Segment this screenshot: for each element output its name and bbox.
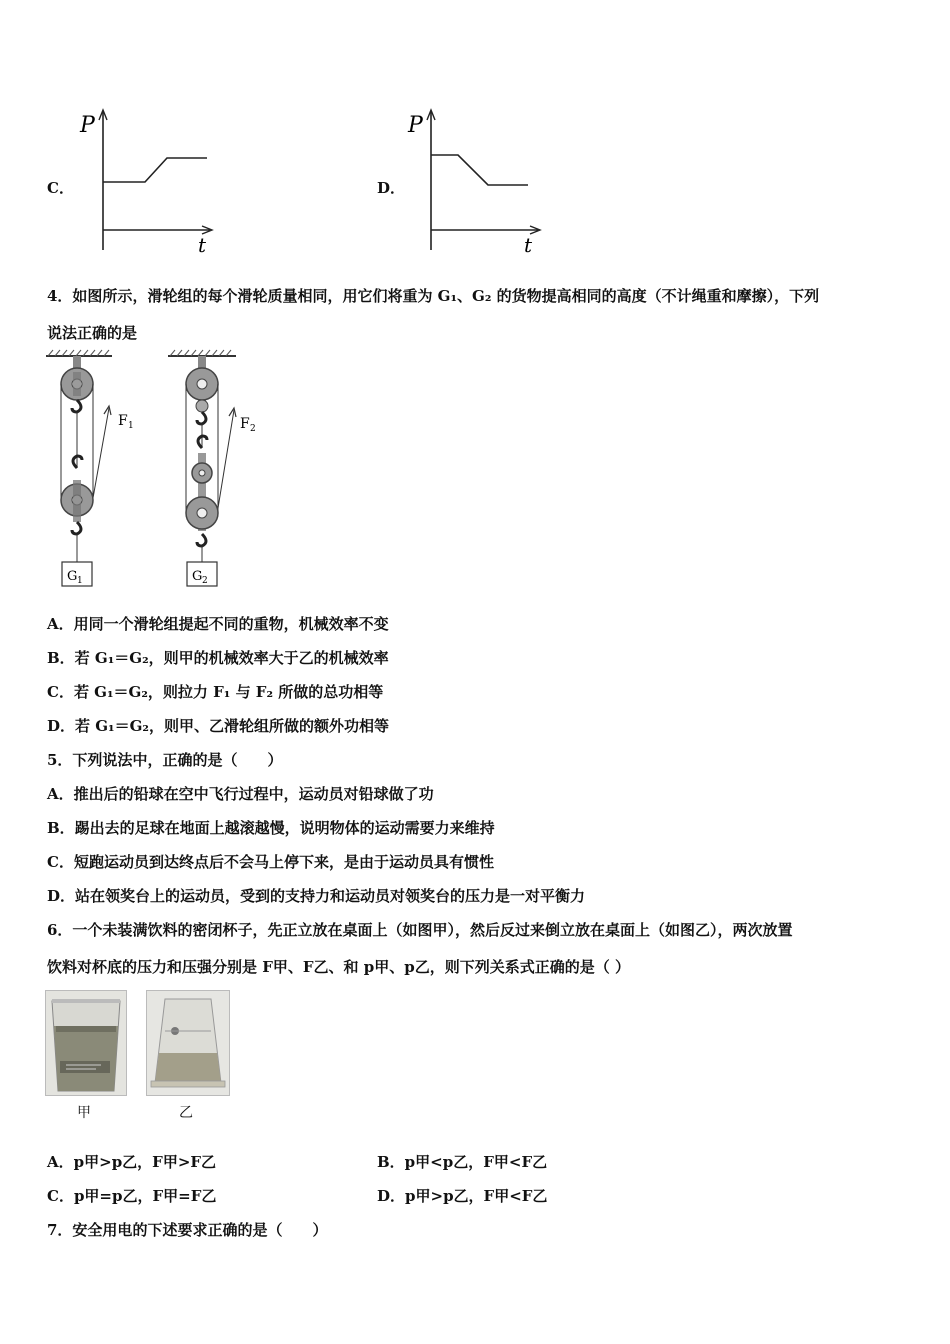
cup-photo-yi — [146, 990, 230, 1096]
pulley-figure — [40, 348, 270, 593]
q5-option-b[interactable]: B．踢出去的足球在地面上越滚越慢，说明物体的运动需要力来维持 — [47, 819, 495, 837]
q4-option-b[interactable]: B．若 G₁＝G₂，则甲的机械效率大于乙的机械效率 — [47, 649, 389, 667]
f2-sub: 2 — [250, 424, 256, 434]
q6-text-line2: 饮料对杯底的压力和压强分别是 F甲、F乙、和 p甲、p乙，则下列关系式正确的是（ ） — [47, 958, 630, 976]
f1-sub: 1 — [128, 421, 134, 431]
graph-c — [70, 100, 220, 260]
q4-option-c[interactable]: C．若 G₁＝G₂，则拉力 F₁ 与 F₂ 所做的总功相等 — [47, 683, 384, 701]
g1-label: G — [67, 569, 78, 584]
graph-c-x-label: t — [198, 233, 207, 257]
caption-yi: 乙 — [179, 1105, 193, 1121]
f1-label: F — [118, 413, 128, 429]
q4-text-line1: 4．如图所示，滑轮组的每个滑轮质量相同，用它们将重为 G₁、G₂ 的货物提高相同的高度（不计绳重和摩擦），下列 — [47, 287, 820, 305]
caption-jia: 甲 — [77, 1105, 91, 1121]
q4-text-line2: 说法正确的是 — [47, 324, 138, 342]
graph-d-y-label: P — [408, 113, 423, 138]
q6-option-a[interactable]: A．p甲>p乙，F甲>F乙 — [47, 1153, 217, 1171]
g2-label: G — [192, 569, 203, 584]
g2-sub: 2 — [202, 576, 208, 586]
cup-photo-jia — [45, 990, 127, 1096]
q6-option-b[interactable]: B．p甲<p乙，F甲<F乙 — [377, 1153, 548, 1171]
graph-d-x-label: t — [524, 233, 533, 257]
q5-option-a[interactable]: A．推出后的铅球在空中飞行过程中，运动员对铅球做了功 — [47, 785, 434, 803]
q7-text: 7．安全用电的下述要求正确的是（ ） — [47, 1221, 328, 1239]
q4-option-a[interactable]: A．用同一个滑轮组提起不同的重物，机械效率不变 — [47, 615, 389, 633]
q6-text-line1: 6．一个未装满饮料的密闭杯子，先正立放在桌面上（如图甲），然后反过来倒立放在桌面上（如图乙），两次放置 — [47, 921, 793, 939]
q6-option-c[interactable]: C．p甲=p乙，F甲=F乙 — [47, 1187, 217, 1205]
q5-option-d[interactable]: D．站在领奖台上的运动员，受到的支持力和运动员对领奖台的压力是一对平衡力 — [47, 887, 586, 905]
option-c-label[interactable]: C． — [47, 179, 74, 197]
graph-d — [398, 100, 548, 260]
f2-label: F — [240, 416, 250, 432]
q6-option-d[interactable]: D．p甲>p乙，F甲<F乙 — [377, 1187, 548, 1205]
graph-c-y-label: P — [80, 113, 95, 138]
q5-option-c[interactable]: C．短跑运动员到达终点后不会马上停下来，是由于运动员具有惯性 — [47, 853, 494, 871]
q4-option-d[interactable]: D．若 G₁＝G₂，则甲、乙滑轮组所做的额外功相等 — [47, 717, 389, 735]
q5-text: 5．下列说法中，正确的是（ ） — [47, 751, 283, 769]
g1-sub: 1 — [77, 576, 83, 586]
option-d-label[interactable]: D． — [377, 179, 406, 197]
